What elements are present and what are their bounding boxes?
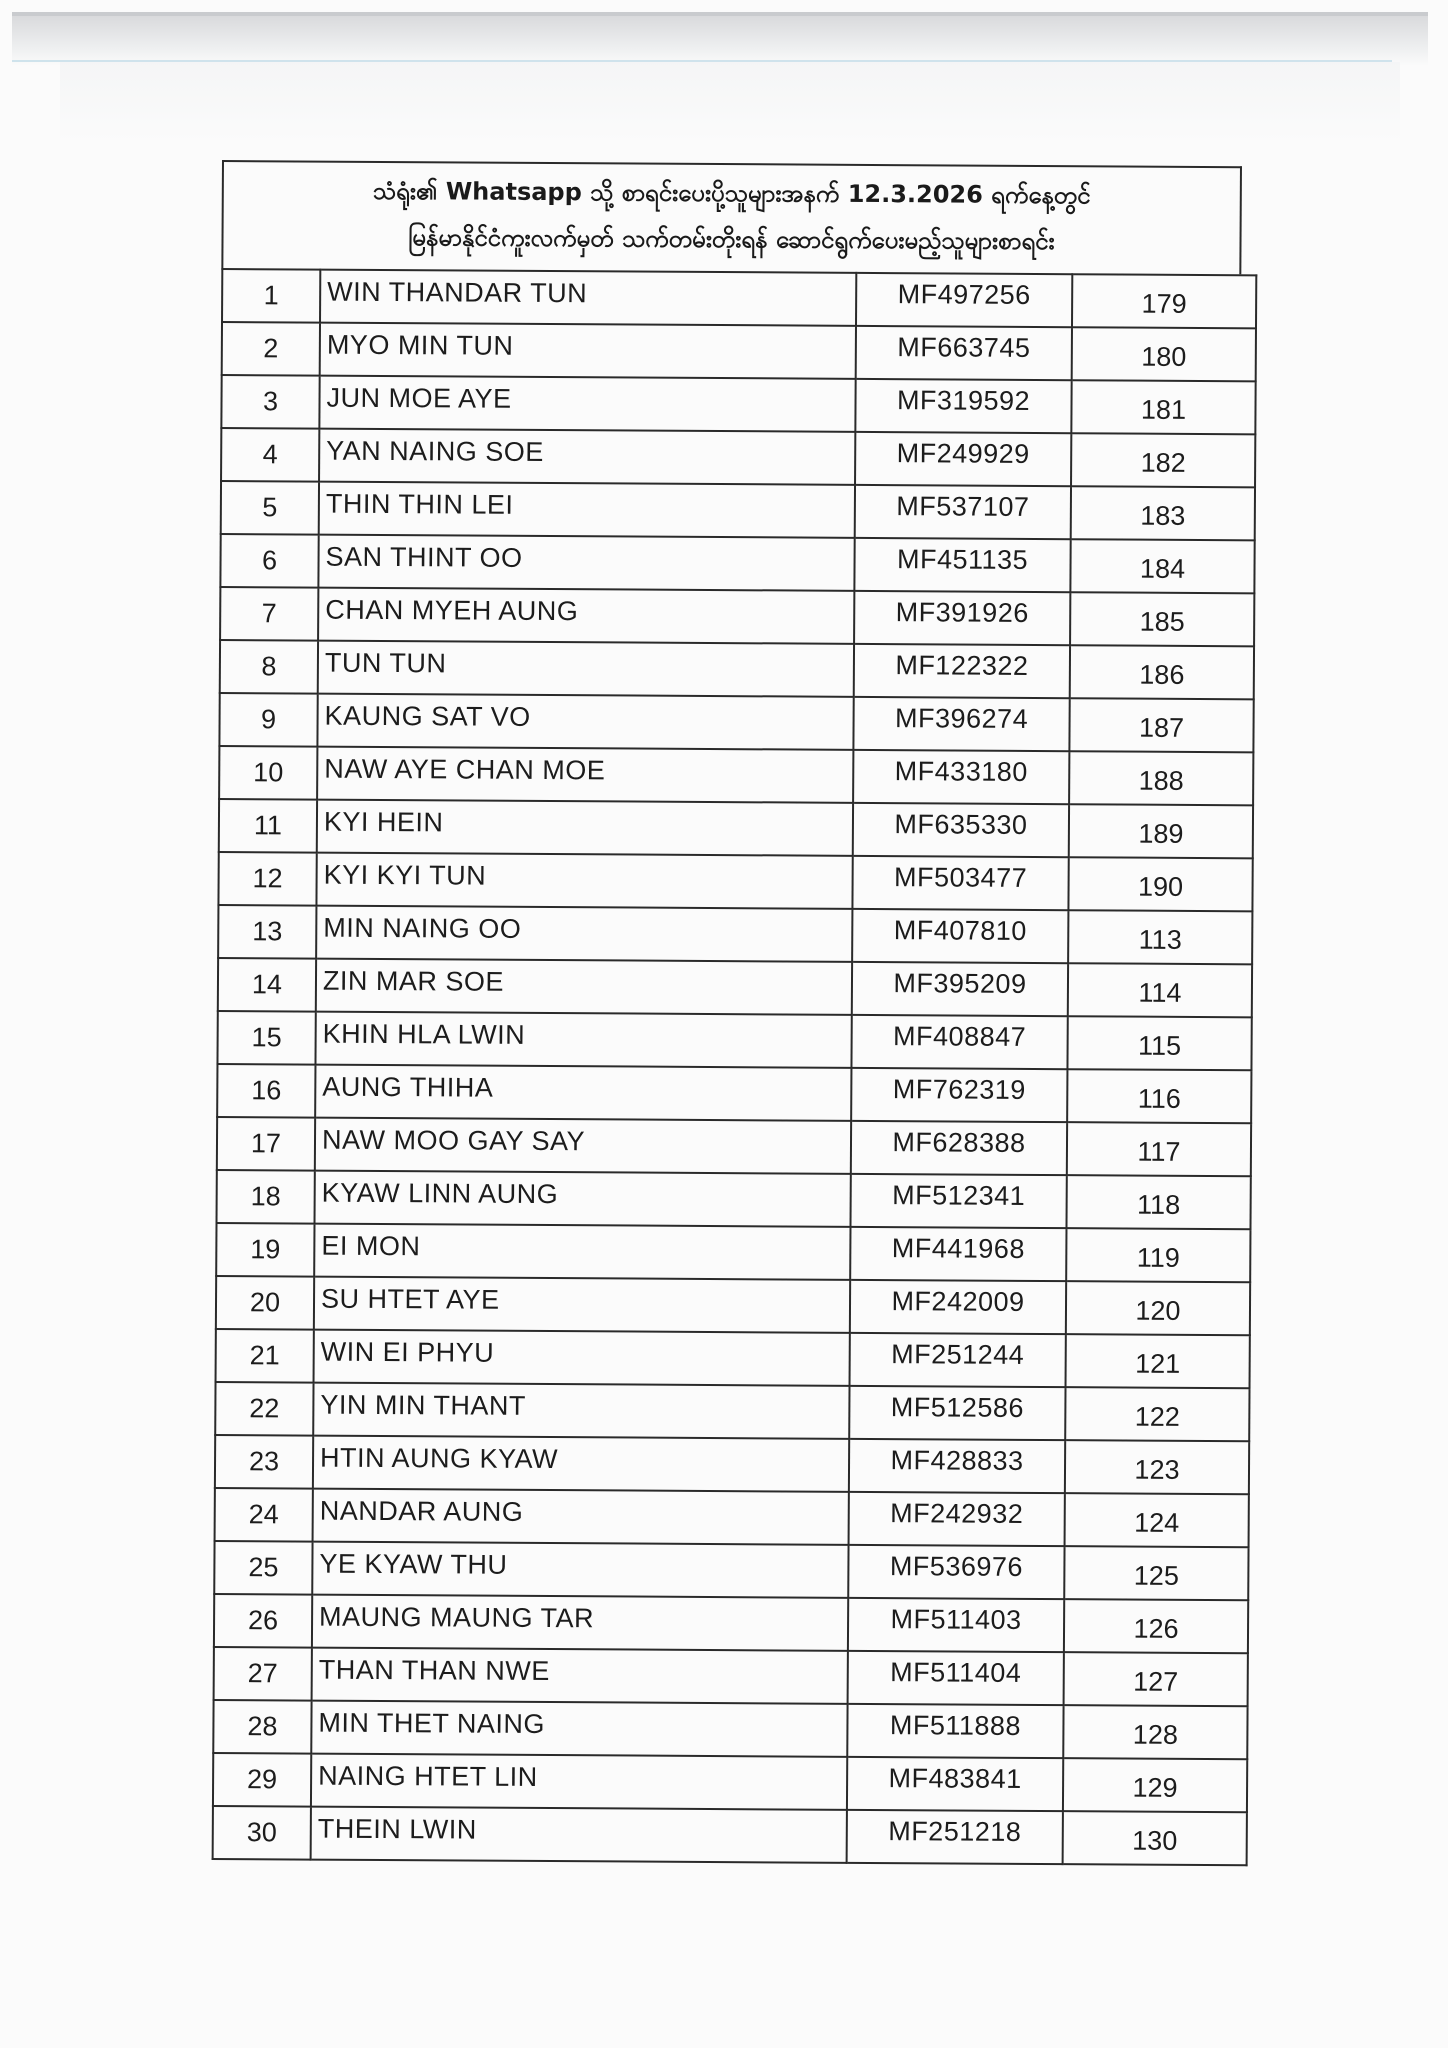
row-number: 13 (252, 916, 283, 947)
applicant-name: NAING HTET LIN (318, 1760, 538, 1792)
passport-number: MF395209 (893, 968, 1027, 999)
passport-number-cell (850, 1174, 1066, 1228)
row-number-cell (213, 1806, 311, 1860)
passport-number: MF537107 (896, 491, 1030, 522)
queue-number-cell (1063, 1758, 1247, 1812)
table-row (216, 1276, 1250, 1335)
table-row (214, 1541, 1248, 1600)
passport-number: MF251244 (891, 1339, 1025, 1370)
passport-number: MF319592 (896, 385, 1031, 416)
row-number: 10 (253, 757, 284, 788)
table-row (217, 1011, 1251, 1070)
row-number-cell (216, 1276, 314, 1330)
queue-number: 129 (1132, 1772, 1178, 1803)
applicant-name: NAW AYE CHAN MOE (324, 753, 606, 786)
row-number-cell (215, 1382, 313, 1436)
applicant-name: MIN NAING OO (323, 912, 522, 944)
row-number: 21 (249, 1340, 280, 1371)
passport-number: MF511403 (890, 1604, 1022, 1635)
row-number: 29 (246, 1764, 278, 1795)
queue-number: 119 (1136, 1242, 1180, 1273)
queue-number-cell (1072, 327, 1256, 381)
table-row (218, 852, 1252, 911)
passport-number: MF635330 (894, 809, 1028, 840)
passport-number-cell (847, 1757, 1063, 1811)
queue-number: 125 (1133, 1560, 1179, 1591)
passport-number: MF483841 (888, 1763, 1022, 1794)
queue-number: 120 (1135, 1295, 1181, 1326)
passport-number: MF391926 (895, 597, 1029, 628)
applicant-table-body (213, 269, 1257, 1865)
passport-number: MF497256 (897, 279, 1031, 310)
row-number: 18 (250, 1181, 281, 1212)
applicant-name: HTIN AUNG KYAW (319, 1442, 559, 1475)
table-row (220, 640, 1254, 699)
applicant-name-cell (320, 323, 856, 379)
table-row (214, 1647, 1248, 1706)
row-number: 17 (250, 1128, 282, 1159)
queue-number: 186 (1139, 659, 1185, 690)
row-number-cell (217, 1117, 315, 1171)
queue-number-cell (1067, 1069, 1251, 1123)
queue-number-cell (1071, 380, 1255, 434)
row-number: 26 (247, 1605, 279, 1636)
table-row (217, 1170, 1251, 1229)
passport-number-cell (856, 273, 1072, 327)
row-number: 7 (261, 598, 277, 629)
queue-number: 130 (1132, 1825, 1178, 1856)
applicant-name: THAN THAN NWE (318, 1654, 550, 1687)
applicant-name-cell (311, 1754, 847, 1810)
queue-number: 181 (1140, 394, 1187, 425)
table-row (219, 746, 1253, 805)
applicant-name: NAW MOO GAY SAY (321, 1124, 586, 1157)
row-number-cell (218, 958, 316, 1012)
row-number: 25 (248, 1552, 279, 1583)
row-number: 22 (249, 1393, 280, 1424)
row-number-cell (220, 534, 318, 588)
applicant-name: WIN EI PHYU (320, 1336, 495, 1368)
passport-number: MF511404 (890, 1657, 1022, 1688)
passport-number-cell (847, 1810, 1063, 1864)
queue-number-cell (1070, 539, 1254, 593)
queue-number-cell (1070, 645, 1254, 699)
row-number: 23 (248, 1446, 280, 1477)
queue-number-cell (1063, 1811, 1247, 1865)
queue-number: 182 (1140, 447, 1186, 478)
passport-number: MF428833 (890, 1445, 1024, 1476)
applicant-name-cell (314, 1277, 850, 1333)
table-row (221, 428, 1255, 487)
row-number: 27 (247, 1658, 278, 1689)
applicant-name-cell (313, 1489, 849, 1545)
queue-number: 117 (1137, 1136, 1181, 1167)
table-row (215, 1382, 1249, 1441)
row-number: 28 (247, 1711, 278, 1742)
applicant-name-cell (319, 376, 855, 432)
queue-number-cell (1068, 963, 1252, 1017)
table-row (220, 587, 1254, 646)
applicant-name: YE KYAW THU (319, 1548, 508, 1580)
queue-number-cell (1072, 274, 1256, 328)
queue-number-cell (1065, 1493, 1249, 1547)
applicant-name: KYI HEIN (323, 806, 444, 838)
passport-number-cell (854, 538, 1070, 592)
queue-number-cell (1067, 1016, 1251, 1070)
document-header (221, 160, 1242, 274)
row-number: 15 (251, 1022, 282, 1053)
passport-number-cell (855, 379, 1071, 433)
queue-number: 118 (1137, 1189, 1181, 1220)
passport-number-cell (853, 697, 1069, 751)
passport-number-cell (850, 1227, 1066, 1281)
passport-number: MF396274 (894, 703, 1029, 734)
table-row (220, 534, 1254, 593)
row-number-cell (216, 1223, 314, 1277)
passport-number-cell (855, 485, 1071, 539)
row-number-cell (222, 322, 320, 376)
passport-number-cell (848, 1545, 1064, 1599)
applicant-name-cell (314, 1330, 850, 1386)
applicant-name: YIN MIN THANT (320, 1389, 527, 1421)
applicant-name-cell (315, 1118, 851, 1174)
passport-number: MF122322 (895, 650, 1029, 681)
queue-number-cell (1068, 857, 1252, 911)
passport-number: MF762319 (892, 1074, 1026, 1105)
row-number: 2 (263, 333, 279, 364)
applicant-name: YAN NAING SOE (326, 435, 544, 467)
table-row (221, 375, 1255, 434)
applicant-name: CHAN MYEH AUNG (325, 594, 579, 627)
row-number-cell (219, 693, 317, 747)
queue-number: 185 (1139, 606, 1185, 637)
queue-number: 188 (1138, 765, 1184, 796)
row-number: 6 (261, 545, 278, 576)
applicant-name-cell (317, 800, 853, 856)
row-number: 1 (263, 280, 279, 311)
passport-number: MF511888 (889, 1710, 1022, 1741)
queue-number: 114 (1138, 977, 1182, 1008)
row-number: 30 (246, 1817, 277, 1848)
row-number: 4 (262, 439, 278, 470)
passport-number-cell (850, 1333, 1066, 1387)
applicant-name: ZIN MAR SOE (322, 965, 505, 997)
queue-number: 183 (1140, 500, 1186, 531)
applicant-name: THIN THIN LEI (325, 488, 514, 520)
passport-number-cell (855, 432, 1071, 486)
queue-number: 128 (1132, 1719, 1179, 1750)
applicant-name-cell (311, 1807, 847, 1863)
passport-number-cell (849, 1386, 1065, 1440)
applicant-name: KYAW LINN AUNG (321, 1177, 559, 1210)
applicant-name: AUNG THIHA (322, 1071, 494, 1103)
applicant-name: THEIN LWIN (317, 1813, 477, 1845)
applicant-name: NANDAR AUNG (319, 1495, 524, 1527)
queue-number: 113 (1138, 924, 1182, 955)
table-row (218, 958, 1252, 1017)
passport-number-cell (849, 1492, 1065, 1546)
row-number: 14 (251, 969, 283, 1000)
queue-number: 189 (1138, 818, 1184, 849)
title-line-2: မြန်မာနိုင်ငံကူးလက်မှတ် သက်တမ်းတိုးရန် ဆောင်ရွက်ပေးမည့်သူများစာရင်း (408, 223, 1055, 256)
passport-number: MF441968 (891, 1233, 1026, 1264)
passport-number: MF512586 (890, 1392, 1025, 1423)
passport-number: MF512341 (892, 1180, 1026, 1211)
applicant-name: KHIN HLA LWIN (322, 1018, 526, 1050)
applicant-name: MYO MIN TUN (326, 329, 514, 361)
queue-number-cell (1066, 1175, 1250, 1229)
row-number-cell (215, 1488, 313, 1542)
row-number-cell (218, 852, 316, 906)
queue-number: 123 (1134, 1454, 1180, 1485)
row-number: 3 (262, 386, 279, 417)
row-number-cell (213, 1700, 311, 1754)
table-row (214, 1594, 1248, 1653)
row-number-cell (216, 1329, 314, 1383)
applicant-name: KYI KYI TUN (323, 859, 487, 891)
title-line-1: သံရုံး၏ Whatsapp သို့ စာရင်းပေးပို့သူများအနက် 12.3.2026 ရက်နေ့တွင် (372, 176, 1091, 210)
queue-number: 127 (1133, 1666, 1179, 1697)
row-number-cell (221, 481, 319, 535)
table-row (216, 1223, 1250, 1282)
passport-number-cell (847, 1704, 1063, 1758)
applicant-name: SAN THINT OO (325, 541, 523, 573)
row-number-cell (220, 640, 318, 694)
passport-number-cell (850, 1280, 1066, 1334)
passport-number: MF503477 (893, 862, 1028, 893)
queue-number-cell (1064, 1546, 1248, 1600)
applicant-name-cell (312, 1648, 848, 1704)
queue-number: 179 (1141, 288, 1187, 319)
row-number: 12 (252, 863, 283, 894)
applicant-name-cell (319, 482, 855, 538)
queue-number-cell (1067, 1122, 1251, 1176)
queue-number: 121 (1135, 1348, 1181, 1379)
applicant-name-cell (312, 1595, 848, 1651)
applicant-name: TUN TUN (324, 647, 447, 679)
applicant-table (212, 268, 1258, 1866)
row-number-cell (221, 375, 319, 429)
applicant-name-cell (314, 1224, 850, 1280)
passport-number-cell (848, 1651, 1064, 1705)
row-number-cell (219, 746, 317, 800)
queue-number-cell (1066, 1281, 1250, 1335)
applicant-name-cell (315, 1171, 851, 1227)
table-row (215, 1435, 1249, 1494)
table-row (217, 1064, 1251, 1123)
applicant-name-cell (317, 694, 853, 750)
table-row (213, 1700, 1247, 1759)
applicant-name-cell (318, 535, 854, 591)
row-number: 24 (248, 1499, 279, 1530)
row-number-cell (219, 799, 317, 853)
queue-number: 116 (1137, 1083, 1181, 1114)
passport-number: MF242009 (891, 1286, 1025, 1317)
row-number-cell (220, 587, 318, 641)
applicant-name: EI MON (321, 1230, 421, 1262)
table-row (213, 1806, 1247, 1865)
row-number-cell (215, 1435, 313, 1489)
passport-number-cell (852, 962, 1068, 1016)
applicant-name-cell (320, 270, 856, 326)
passport-number-cell (854, 644, 1070, 698)
applicant-name-cell (319, 429, 855, 485)
queue-number: 190 (1137, 871, 1184, 902)
queue-number-cell (1071, 486, 1255, 540)
row-number: 5 (262, 492, 278, 523)
applicant-name-cell (318, 588, 854, 644)
queue-number: 184 (1139, 553, 1186, 584)
row-number-cell (222, 269, 320, 323)
passport-number-cell (851, 1121, 1067, 1175)
row-number-cell (218, 905, 316, 959)
queue-number-cell (1069, 804, 1253, 858)
queue-number-cell (1068, 910, 1252, 964)
passport-number-cell (849, 1439, 1065, 1493)
applicant-name-cell (312, 1542, 848, 1598)
passport-number-cell (851, 1068, 1067, 1122)
table-row (222, 269, 1256, 328)
passport-number-cell (856, 326, 1072, 380)
applicant-name-cell (316, 959, 852, 1015)
row-number: 11 (253, 810, 283, 841)
passport-number-cell (852, 856, 1068, 910)
table-row (213, 1753, 1247, 1812)
passport-number: MF536976 (889, 1551, 1024, 1582)
applicant-name: MIN THET NAING (318, 1707, 546, 1740)
table-row (218, 905, 1252, 964)
applicant-name-cell (313, 1383, 849, 1439)
applicant-name-cell (313, 1436, 849, 1492)
passport-number-cell (851, 1015, 1067, 1069)
queue-number: 124 (1134, 1507, 1180, 1538)
applicant-name: KAUNG SAT VO (324, 700, 531, 732)
passport-number: MF242932 (890, 1498, 1024, 1529)
applicant-name-cell (315, 1065, 851, 1121)
passport-number-cell (853, 803, 1069, 857)
queue-number-cell (1066, 1228, 1250, 1282)
queue-number: 126 (1133, 1613, 1179, 1644)
document-sheet (212, 160, 1242, 1866)
table-row (219, 693, 1253, 752)
passport-number: MF249929 (896, 438, 1030, 469)
applicant-name-cell (315, 1012, 851, 1068)
row-number: 9 (260, 704, 277, 735)
queue-number: 122 (1134, 1401, 1180, 1432)
queue-number: 187 (1138, 712, 1185, 743)
applicant-name-cell (311, 1701, 847, 1757)
passport-number-cell (854, 591, 1070, 645)
row-number-cell (221, 428, 319, 482)
table-row (215, 1488, 1249, 1547)
queue-number-cell (1070, 592, 1254, 646)
applicant-name: MAUNG MAUNG TAR (319, 1601, 595, 1634)
queue-number: 115 (1137, 1030, 1182, 1061)
table-row (219, 799, 1253, 858)
passport-number: MF407810 (893, 915, 1027, 946)
row-number-cell (217, 1064, 315, 1118)
row-number-cell (214, 1541, 312, 1595)
queue-number: 180 (1141, 341, 1187, 372)
queue-number-cell (1066, 1334, 1250, 1388)
row-number-cell (217, 1011, 315, 1065)
applicant-name-cell (317, 747, 853, 803)
row-number: 16 (251, 1075, 282, 1106)
table-row (222, 322, 1256, 381)
queue-number-cell (1065, 1440, 1249, 1494)
passport-number: MF663745 (897, 332, 1031, 363)
row-number-cell (214, 1594, 312, 1648)
passport-number-cell (852, 909, 1068, 963)
row-number: 20 (249, 1287, 281, 1318)
row-number-cell (214, 1647, 312, 1701)
queue-number-cell (1065, 1387, 1249, 1441)
passport-number: MF433180 (894, 756, 1028, 787)
row-number: 8 (261, 651, 277, 682)
queue-number-cell (1069, 751, 1253, 805)
applicant-name: SU HTET AYE (320, 1283, 500, 1315)
applicant-name: JUN MOE AYE (326, 382, 512, 414)
passport-number-cell (853, 750, 1069, 804)
passport-number: MF451135 (896, 544, 1029, 575)
row-number: 19 (250, 1234, 281, 1265)
row-number-cell (217, 1170, 315, 1224)
applicant-name-cell (316, 906, 852, 962)
passport-number: MF408847 (893, 1021, 1027, 1052)
queue-number-cell (1071, 433, 1255, 487)
row-number-cell (213, 1753, 311, 1807)
table-row (216, 1329, 1250, 1388)
queue-number-cell (1069, 698, 1253, 752)
scan-smudge (60, 62, 1400, 142)
table-row (221, 481, 1255, 540)
passport-number: MF628388 (892, 1127, 1026, 1158)
applicant-name-cell (318, 641, 854, 697)
queue-number-cell (1064, 1652, 1248, 1706)
scan-edge-shadow (12, 12, 1428, 66)
applicant-name: WIN THANDAR TUN (327, 276, 588, 309)
passport-number-cell (848, 1598, 1064, 1652)
queue-number-cell (1064, 1599, 1248, 1653)
queue-number-cell (1063, 1705, 1247, 1759)
applicant-name-cell (316, 853, 852, 909)
passport-number: MF251218 (888, 1816, 1022, 1847)
table-row (217, 1117, 1251, 1176)
